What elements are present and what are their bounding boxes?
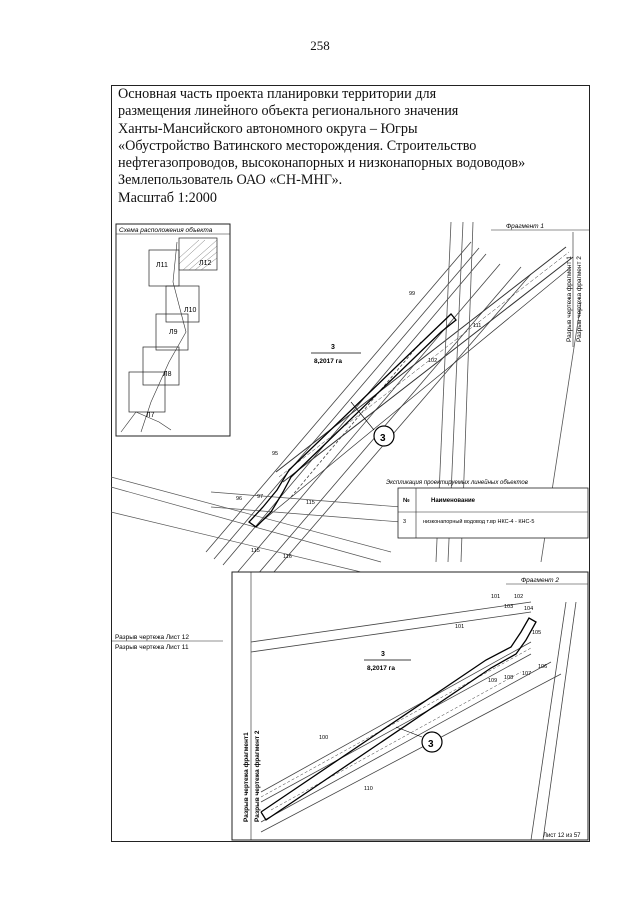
point-label: 106	[538, 664, 548, 670]
point-label: 99	[409, 291, 416, 297]
point-label: 104	[524, 606, 534, 612]
point-label: 100	[319, 735, 329, 741]
inset-sheet-label: Л10	[184, 307, 197, 314]
parcel-number-lower: 3	[381, 651, 385, 658]
location-inset	[116, 224, 230, 436]
inset-sheet-label: Л12	[199, 260, 212, 267]
fragment-2-label: Фрагмент 2	[521, 577, 560, 584]
title-block	[118, 86, 588, 207]
title-line: Землепользователь ОАО «СН-МНГ».	[118, 172, 343, 189]
title-line: Основная часть проекта планировки территории для	[118, 86, 437, 102]
horizontal-roads	[111, 477, 401, 572]
point-label: 109	[488, 678, 498, 684]
point-label: 96	[236, 496, 243, 502]
explication-header: №	[403, 498, 410, 504]
title-line: «Обустройство Ватинского месторождения. Строительство	[118, 137, 477, 154]
fragment-1-label: Фрагмент 1	[506, 223, 545, 230]
break-label: Разрыв чертежа фрагмент1	[243, 732, 250, 822]
inset-sheet-label: Л7	[146, 412, 155, 419]
point-label: 107	[522, 671, 532, 677]
parcel-circle-label: 3	[428, 739, 434, 750]
point-label: 115	[306, 500, 315, 506]
parcel-area-lower: 8,2017 га	[367, 665, 396, 672]
point-label: 110	[364, 786, 373, 792]
page-number: 258	[310, 38, 330, 53]
point-label: 111	[473, 323, 482, 329]
inset-sheet-label: Л8	[163, 371, 172, 378]
sheet-label: Лист 12 из 57	[543, 833, 581, 839]
title-line: Ханты-Мансийского автономного округа – Югры	[118, 120, 418, 137]
explication-header: Наименование	[431, 498, 476, 504]
title-line: размещения линейного объекта регионального значения	[118, 103, 459, 120]
break-label: Разрыв чертежа фрагмент 2	[254, 730, 261, 822]
inset-title: Схема расположения объекта	[119, 227, 213, 234]
point-label: 102	[428, 358, 438, 364]
planning-map	[111, 222, 590, 842]
point-label: 97	[257, 494, 264, 500]
parcel-number-upper: 3	[331, 344, 335, 351]
break-label: Разрыв чертежа фрагмент 1	[566, 256, 573, 342]
title-line: нефтегазопроводов, высоконапорных и низконапорных водоводов»	[118, 155, 526, 172]
point-label: 103	[504, 604, 514, 610]
point-label: 101	[491, 594, 501, 600]
break-label: Разрыв чертежа Лист 11	[115, 644, 189, 651]
inset-sheet-label: Л11	[156, 262, 168, 269]
point-label: 108	[504, 675, 514, 681]
explication-title: Экспликация проектируемых линейных объектов	[386, 480, 528, 486]
point-label: 116	[283, 554, 292, 560]
point-label: 102	[514, 594, 524, 600]
break-label: Разрыв чертежа фрагмент 2	[576, 256, 583, 342]
explication-cell: низконапорный водовод т.вр НКС-4 - КНС-5	[423, 519, 535, 525]
point-label: 105	[532, 630, 542, 636]
break-label: Разрыв чертежа Лист 12	[115, 634, 190, 641]
fragment-2	[232, 572, 588, 840]
explication-table	[386, 479, 588, 538]
parcel-circle-label: 3	[380, 433, 386, 444]
inset-sheet-label: Л9	[169, 329, 178, 336]
point-label: 101	[455, 624, 465, 630]
point-label: 95	[272, 451, 279, 457]
explication-cell: 3	[403, 519, 407, 525]
parcel-area-upper: 8,2017 га	[314, 358, 343, 365]
title-line: Масштаб 1:2000	[118, 189, 217, 206]
point-label: 115	[251, 548, 260, 554]
